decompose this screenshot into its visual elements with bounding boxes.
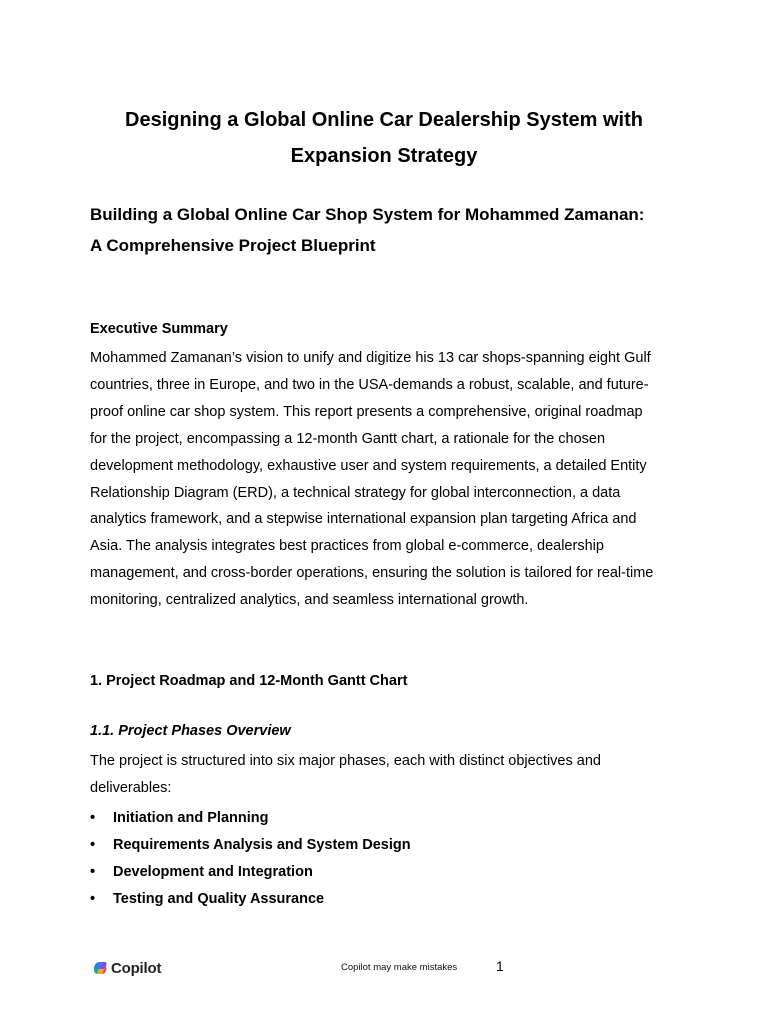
copilot-logo-icon [92,960,108,976]
text-line: Relationship Diagram (ERD), a technical strategy for global interconnection, a data [90,484,621,501]
text-line: management, and cross-border operations, ensuring the solution is tailored for real-time [90,565,654,582]
document-title [90,102,678,174]
list-item-label: Development and Integration [113,864,313,880]
text-line: Mohammed Zamanan’s vision to unify and digitize his 13 car shops-spanning eight Gulf [90,350,651,366]
subtitle-line: Building a Global Online Car Shop System for Mohammed Zamanan: [90,205,645,224]
copilot-logo-text: Copilot [111,959,162,977]
list-item [90,835,411,862]
bullet-icon: • [90,837,96,853]
bullet-icon: • [90,810,96,826]
title-line: Expansion Strategy [290,145,478,167]
text-line: Asia. The analysis integrates best practices from global e-commerce, dealership [90,538,604,555]
list-item-label: Testing and Quality Assurance [113,891,325,907]
list-item-label: Initiation and Planning [113,810,269,826]
document-subtitle [90,199,678,261]
list-item [90,862,411,889]
executive-summary-heading: Executive Summary [90,321,228,337]
section-heading: 1. Project Roadmap and 12-Month Gantt Chart [90,673,408,689]
page-number: 1 [496,958,504,974]
bullet-icon: • [90,864,96,880]
subsection-heading: 1.1. Project Phases Overview [90,723,291,739]
text-line: countries, three in Europe, and two in the USA-demands a robust, scalable, and future- [90,376,649,393]
list-item [90,889,411,916]
text-line: analytics framework, and a stepwise international expansion plan targeting Africa and [90,511,637,528]
text-line: development methodology, exhaustive user and system requirements, a detailed Entity [90,457,647,474]
text-line: monitoring, centralized analytics, and seamless international growth. [90,592,529,609]
phases-intro-paragraph [90,748,690,802]
text-line: The project is structured into six major phases, each with distinct objectives and [90,753,601,769]
executive-summary-paragraph [90,345,690,614]
list-item [90,808,411,835]
subtitle-line: A Comprehensive Project Blueprint [90,236,376,255]
text-line: deliverables: [90,779,172,796]
copilot-logo [92,958,161,978]
title-line: Designing a Global Online Car Dealership System with [125,109,643,131]
phase-list [90,808,411,916]
text-line: for the project, encompassing a 12-month Gantt chart, a rationale for the chosen [90,430,606,447]
list-item-label: Requirements Analysis and System Design [113,837,411,853]
text-line: proof online car shop system. This report presents a comprehensive, original roadmap [90,403,643,420]
footer-disclaimer: Copilot may make mistakes [341,962,458,973]
bullet-icon: • [90,891,96,907]
